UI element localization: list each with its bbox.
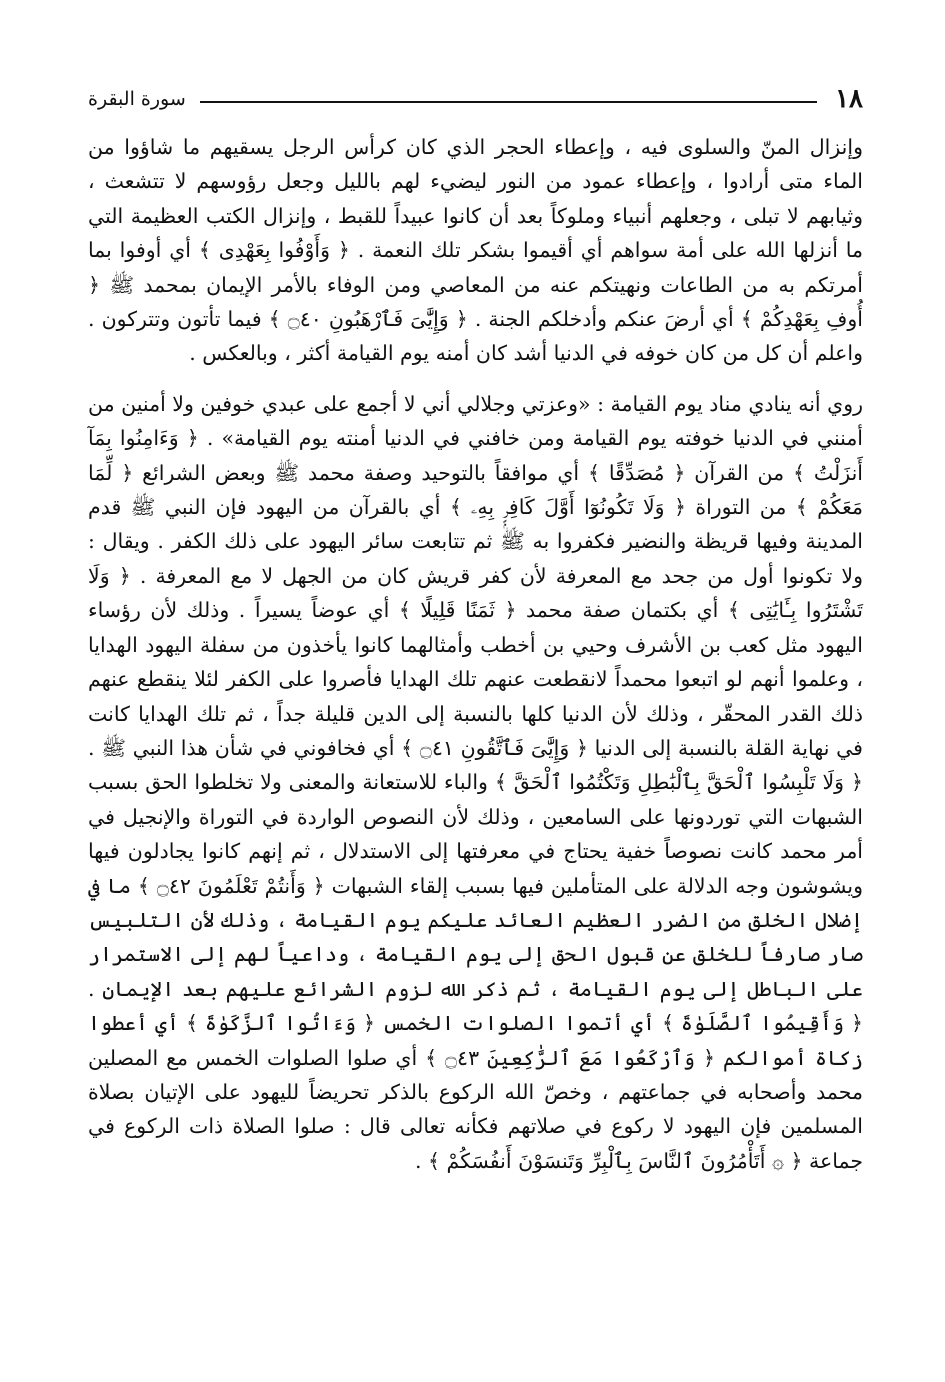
- header-rule: [200, 101, 817, 103]
- paragraph: روي أنه ينادي مناد يوم القيامة : «وعزتي وجلالي أني لا أجمع على عبدي خوفين ولا أمنين من أمنني في الدنيا خوفته يوم القيامة ومن خافني في الدنيا أمنته يوم القيامة» . ﴿ وَءَامِنُوا بِمَآ أَنزَلْتُ ﴾ من القرآن ﴿ مُصَدِّقًا ﴾ أي موافقاً بالتوحيد وصفة محمد ﷺ وبعض الشرائع ﴿ لِّمَا مَعَكُمْ ﴾ من التوراة ﴿ وَلَا تَكُونُوٓا أَوَّلَ كَافِرٍۭ بِهِۦ ﴾ أي بالقرآن من اليهود فإن النبي ﷺ قدم المدينة وفيها قريظة والنضير فكفروا به ﷺ ثم تتابعت سائر اليهود على ذلك الكفر . ويقال : ولا تكونوا أول من جحد مع المعرفة لأن كفر قريش كان من الجهل لا مع المعرفة . ﴿ وَلَا تَشْتَرُوا بِـَٔايَٰتِى ﴾ أي بكتمان صفة محمد ﴿ ثَمَنًا قَلِيلًا ﴾ أي عوضاً يسيراً . وذلك لأن رؤساء اليهود مثل كعب بن الأشرف وحيي بن أخطب وأمثالهما كانوا يأخذون من سفلة اليهود الهدايا ، وعلموا أنهم لو اتبعوا محمداً لانقطعت عنهم تلك الهدايا فأصروا على الكفر لئلا ينقطع عنهم ذلك القدر المحقّر ، وذلك لأن الدنيا كلها بالنسبة إلى الدين قليلة جداً ، ثم تلك الهدايا كانت في نهاية القلة بالنسبة إلى الدنيا ﴿ وَإِيَّٰىَ فَٱتَّقُونِ ۝٤١ ﴾ أي فخافوني في شأن هذا النبي ﷺ . ﴿ وَلَا تَلْبِسُوا ٱلْحَقَّ بِٱلْبَٰطِلِ وَتَكْتُمُوا ٱلْحَقَّ ﴾ والباء للاستعانة والمعنى ولا تخلطوا الحق بسبب الشبهات التي توردونها على السامعين ، وذلك لأن النصوص الواردة في التوراة والإنجيل في أمر محمد كانت نصوصاً خفية يحتاج في معرفتها إلى الاستدلال ، ثم إنهم كانوا يجادلون فيها ويشوشون وجه الدلالة على المتأملين فيها بسبب إلقاء الشبهات ﴿ وَأَنتُمْ تَعْلَمُونَ ۝٤٢ ﴾ ما في إضلال الخلق من الضرر العظيم العائد عليكم يوم القيامة ، وذلك لأن التلبيس صار صارفاً للخلق عن قبول الحق إلى يوم القيامة ، وداعياً لهم إلى الاستمرار على الباطل إلى يوم القيامة ، ثم ذكر الله لزوم الشرائع عليهم بعد الإيمان . ﴿ وَأَقِيمُوا ٱلصَّلَوٰةَ ﴾ أي أتموا الصلوات الخمس ﴿ وَءَاتُوا ٱلزَّكَوٰةَ ﴾ أي أعطوا زكاة أموالكم ﴿ وَٱرْكَعُوا مَعَ ٱلرَّٰكِعِينَ ۝٤٣ ﴾ أي صلوا الصلوات الخمس مع المصلين محمد وأصحابه في جماعتهم ، وخصّ الله الركوع بالذكر تحريضاً لليهود على الإتيان بصلاة المسلمين فإن اليهود لا ركوع في صلاتهم فكأنه تعالى قال : صلوا الصلاة ذات الركوع في جماعة ﴿ ۞ أَتَأْمُرُونَ ٱلنَّاسَ بِٱلْبِرِّ وَتَنسَوْنَ أَنفُسَكُمْ ﴾ .: [88, 391, 864, 1173]
- page-number: ١٨: [835, 84, 863, 114]
- paragraph: وإنزال المنّ والسلوى فيه ، وإعطاء الحجر الذي كان كرأس الرجل يسقيهم ما شاؤوا من الماء متى أرادوا ، وإعطاء عمود من النور ليضيء لهم بالليل وجعل رؤوسهم لا تتشعث ، وثيابهم لا تبلى ، وجعلهم أنبياء وملوكاً بعد أن كانوا عبيداً للقبط ، وإنزال الكتب العظيمة التي ما أنزلها الله على أمة سواهم أي أقيموا بشكر تلك النعمة . ﴿ وَأَوْفُوا بِعَهْدِى ﴾ أي أوفوا بما أمرتكم به من الطاعات ونهيتكم عنه من المعاصي ومن الوفاء بالأمر الإيمان بمحمد ﷺ ﴿ أُوفِ بِعَهْدِكُمْ ﴾ أي أرضَ عنكم وأدخلكم الجنة . ﴿ وَإِيَّٰىَ فَٱرْهَبُونِ ۝٤٠ ﴾ فيما تأتون وتتركون . واعلم أن كل من كان خوفه في الدنيا أشد كان أمنه يوم القيامة أكثر ، وبالعكس .: [88, 135, 863, 366]
- book-page: [88, 80, 863, 1370]
- surah-name: سورة البقرة: [88, 88, 186, 110]
- page-header: [88, 80, 863, 118]
- page-body: [88, 130, 863, 1178]
